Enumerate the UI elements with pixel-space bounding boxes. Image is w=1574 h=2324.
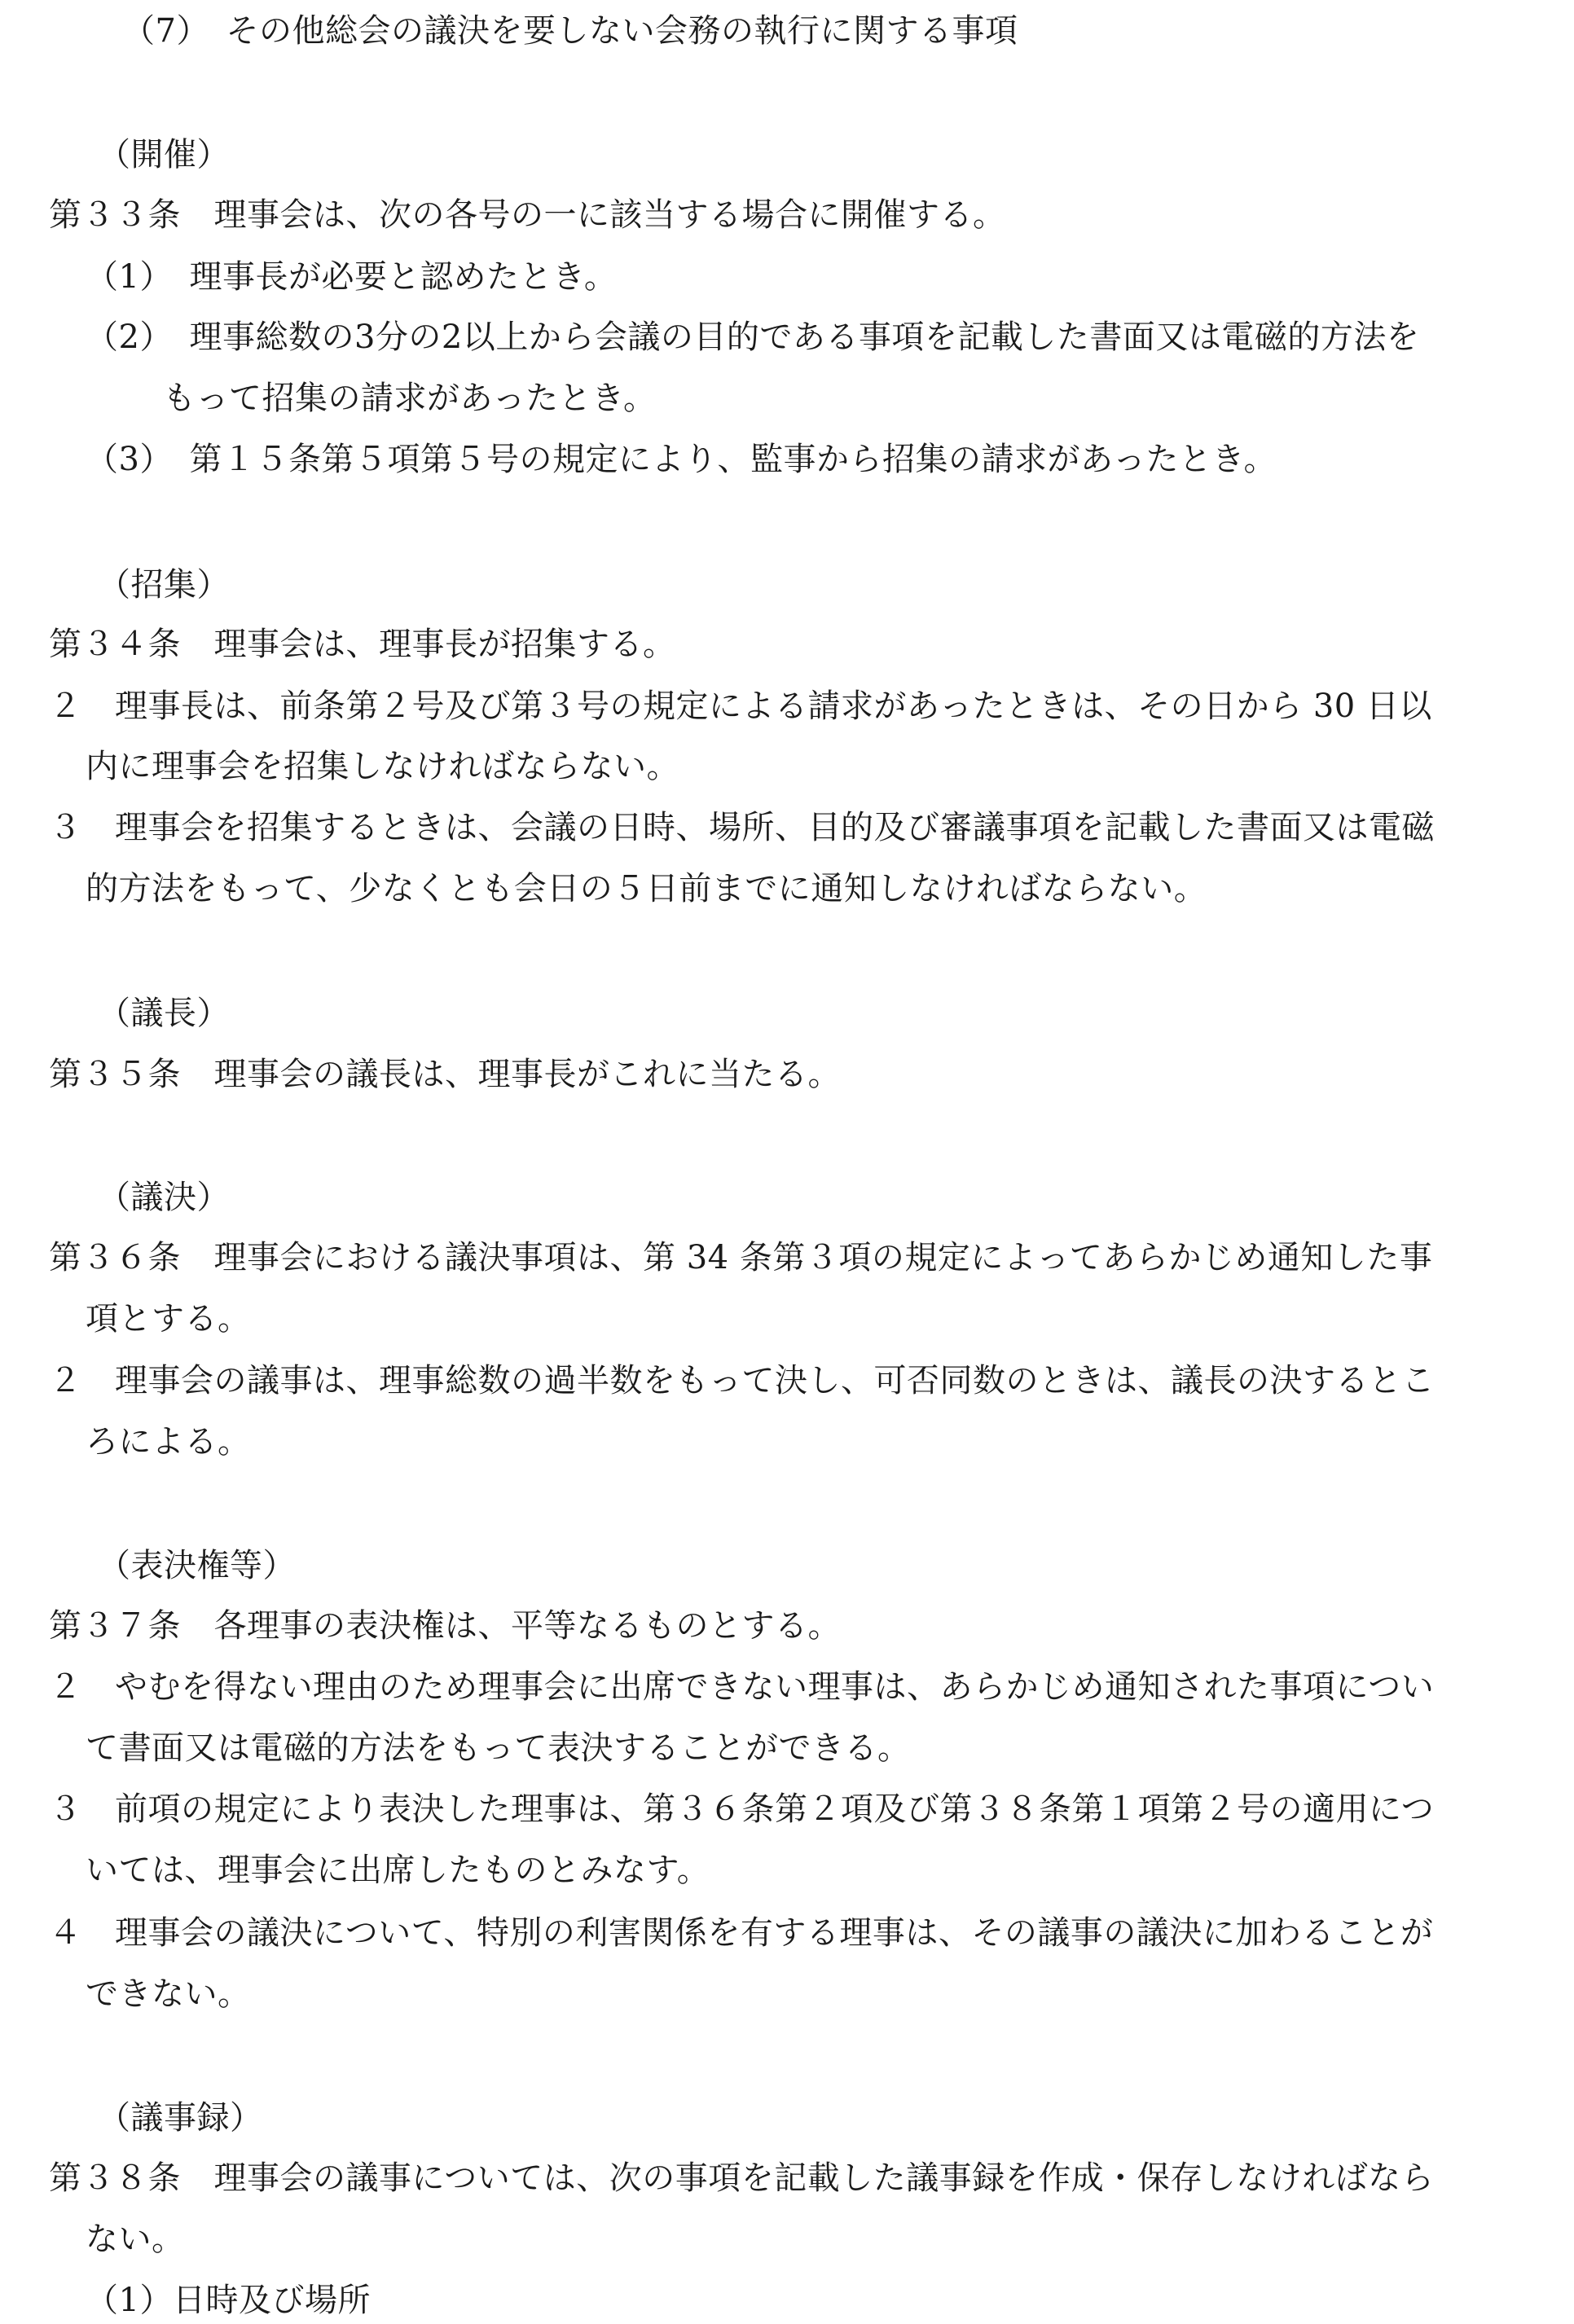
list-item-7: （7） その他総会の議決を要しない会務の執行に関する事項 [122,12,1018,50]
caption-shoshu: （招集） [98,566,230,604]
paragraph-34-3: ３ 理事会を招集するときは、会議の日時、場所、目的及び審議事項を記載した書面又は電磁 [49,809,1435,846]
caption-gicho: （議長） [98,995,230,1032]
paragraph-37-4: ４ 理事会の議決について、特別の利害関係を有する理事は、その議事の議決に加わることが [49,1914,1434,1952]
paragraph-34-2: ２ 理事長は、前条第２号及び第３号の規定による請求があったときは、その日から 30 日以 [49,688,1432,725]
paragraph-34-2-cont: 内に理事会を招集しなければならない。 [86,748,679,785]
article-37: 第３７条 各理事の表決権は、平等なるものとする。 [49,1607,841,1645]
caption-gijiroku: （議事録） [98,2099,263,2137]
caption-kaisai: （開催） [98,136,230,174]
paragraph-37-3: ３ 前項の規定により表決した理事は、第３６条第２項及び第３８条第１項第２号の適用につ [49,1790,1435,1828]
article-34: 第３４条 理事会は、理事長が招集する。 [49,626,676,663]
list-item-2-cont: もって招集の請求があったとき。 [163,380,657,417]
list-item-38-1: （1）日時及び場所 [86,2282,371,2319]
caption-giketsu: （議決） [98,1179,230,1216]
list-item-2: （2） 理事総数の3分の2以上から会議の目的である事項を記載した書面又は電磁的方法を [86,319,1420,356]
caption-hyoketsuken: （表決権等） [98,1547,296,1584]
article-36: 第３６条 理事会における議決事項は、第 34 条第３項の規定によってあらかじめ通知した事 [49,1239,1433,1276]
list-item-3: （3） 第１５条第５項第５号の規定により、監事から招集の請求があったとき。 [86,441,1277,478]
paragraph-37-2-cont: て書面又は電磁的方法をもって表決することができる。 [86,1729,911,1767]
list-item-1: （1） 理事長が必要と認めたとき。 [86,258,618,296]
paragraph-34-3-cont: 的方法をもって、少なくとも会日の５日前までに通知しなければならない。 [86,870,1207,907]
paragraph-37-3-cont: いては、理事会に出席したものとみなす。 [86,1852,710,1889]
paragraph-36-2-cont: ろによる。 [86,1423,251,1461]
paragraph-37-4-cont: できない。 [86,1975,251,2013]
article-33: 第３３条 理事会は、次の各号の一に該当する場合に開催する。 [49,196,1006,234]
article-38: 第３８条 理事会の議事については、次の事項を記載した議事録を作成・保存しなければなら [49,2159,1435,2197]
article-36-cont: 項とする。 [86,1300,251,1338]
paragraph-36-2: ２ 理事会の議事は、理事総数の過半数をもって決し、可否同数のときは、議長の決するとこ [49,1362,1435,1399]
article-35: 第３５条 理事会の議長は、理事長がこれに当たる。 [49,1056,841,1093]
paragraph-37-2: ２ やむを得ない理由のため理事会に出席できない理事は、あらかじめ通知された事項につい [49,1668,1435,1706]
article-38-cont: ない。 [86,2221,185,2258]
